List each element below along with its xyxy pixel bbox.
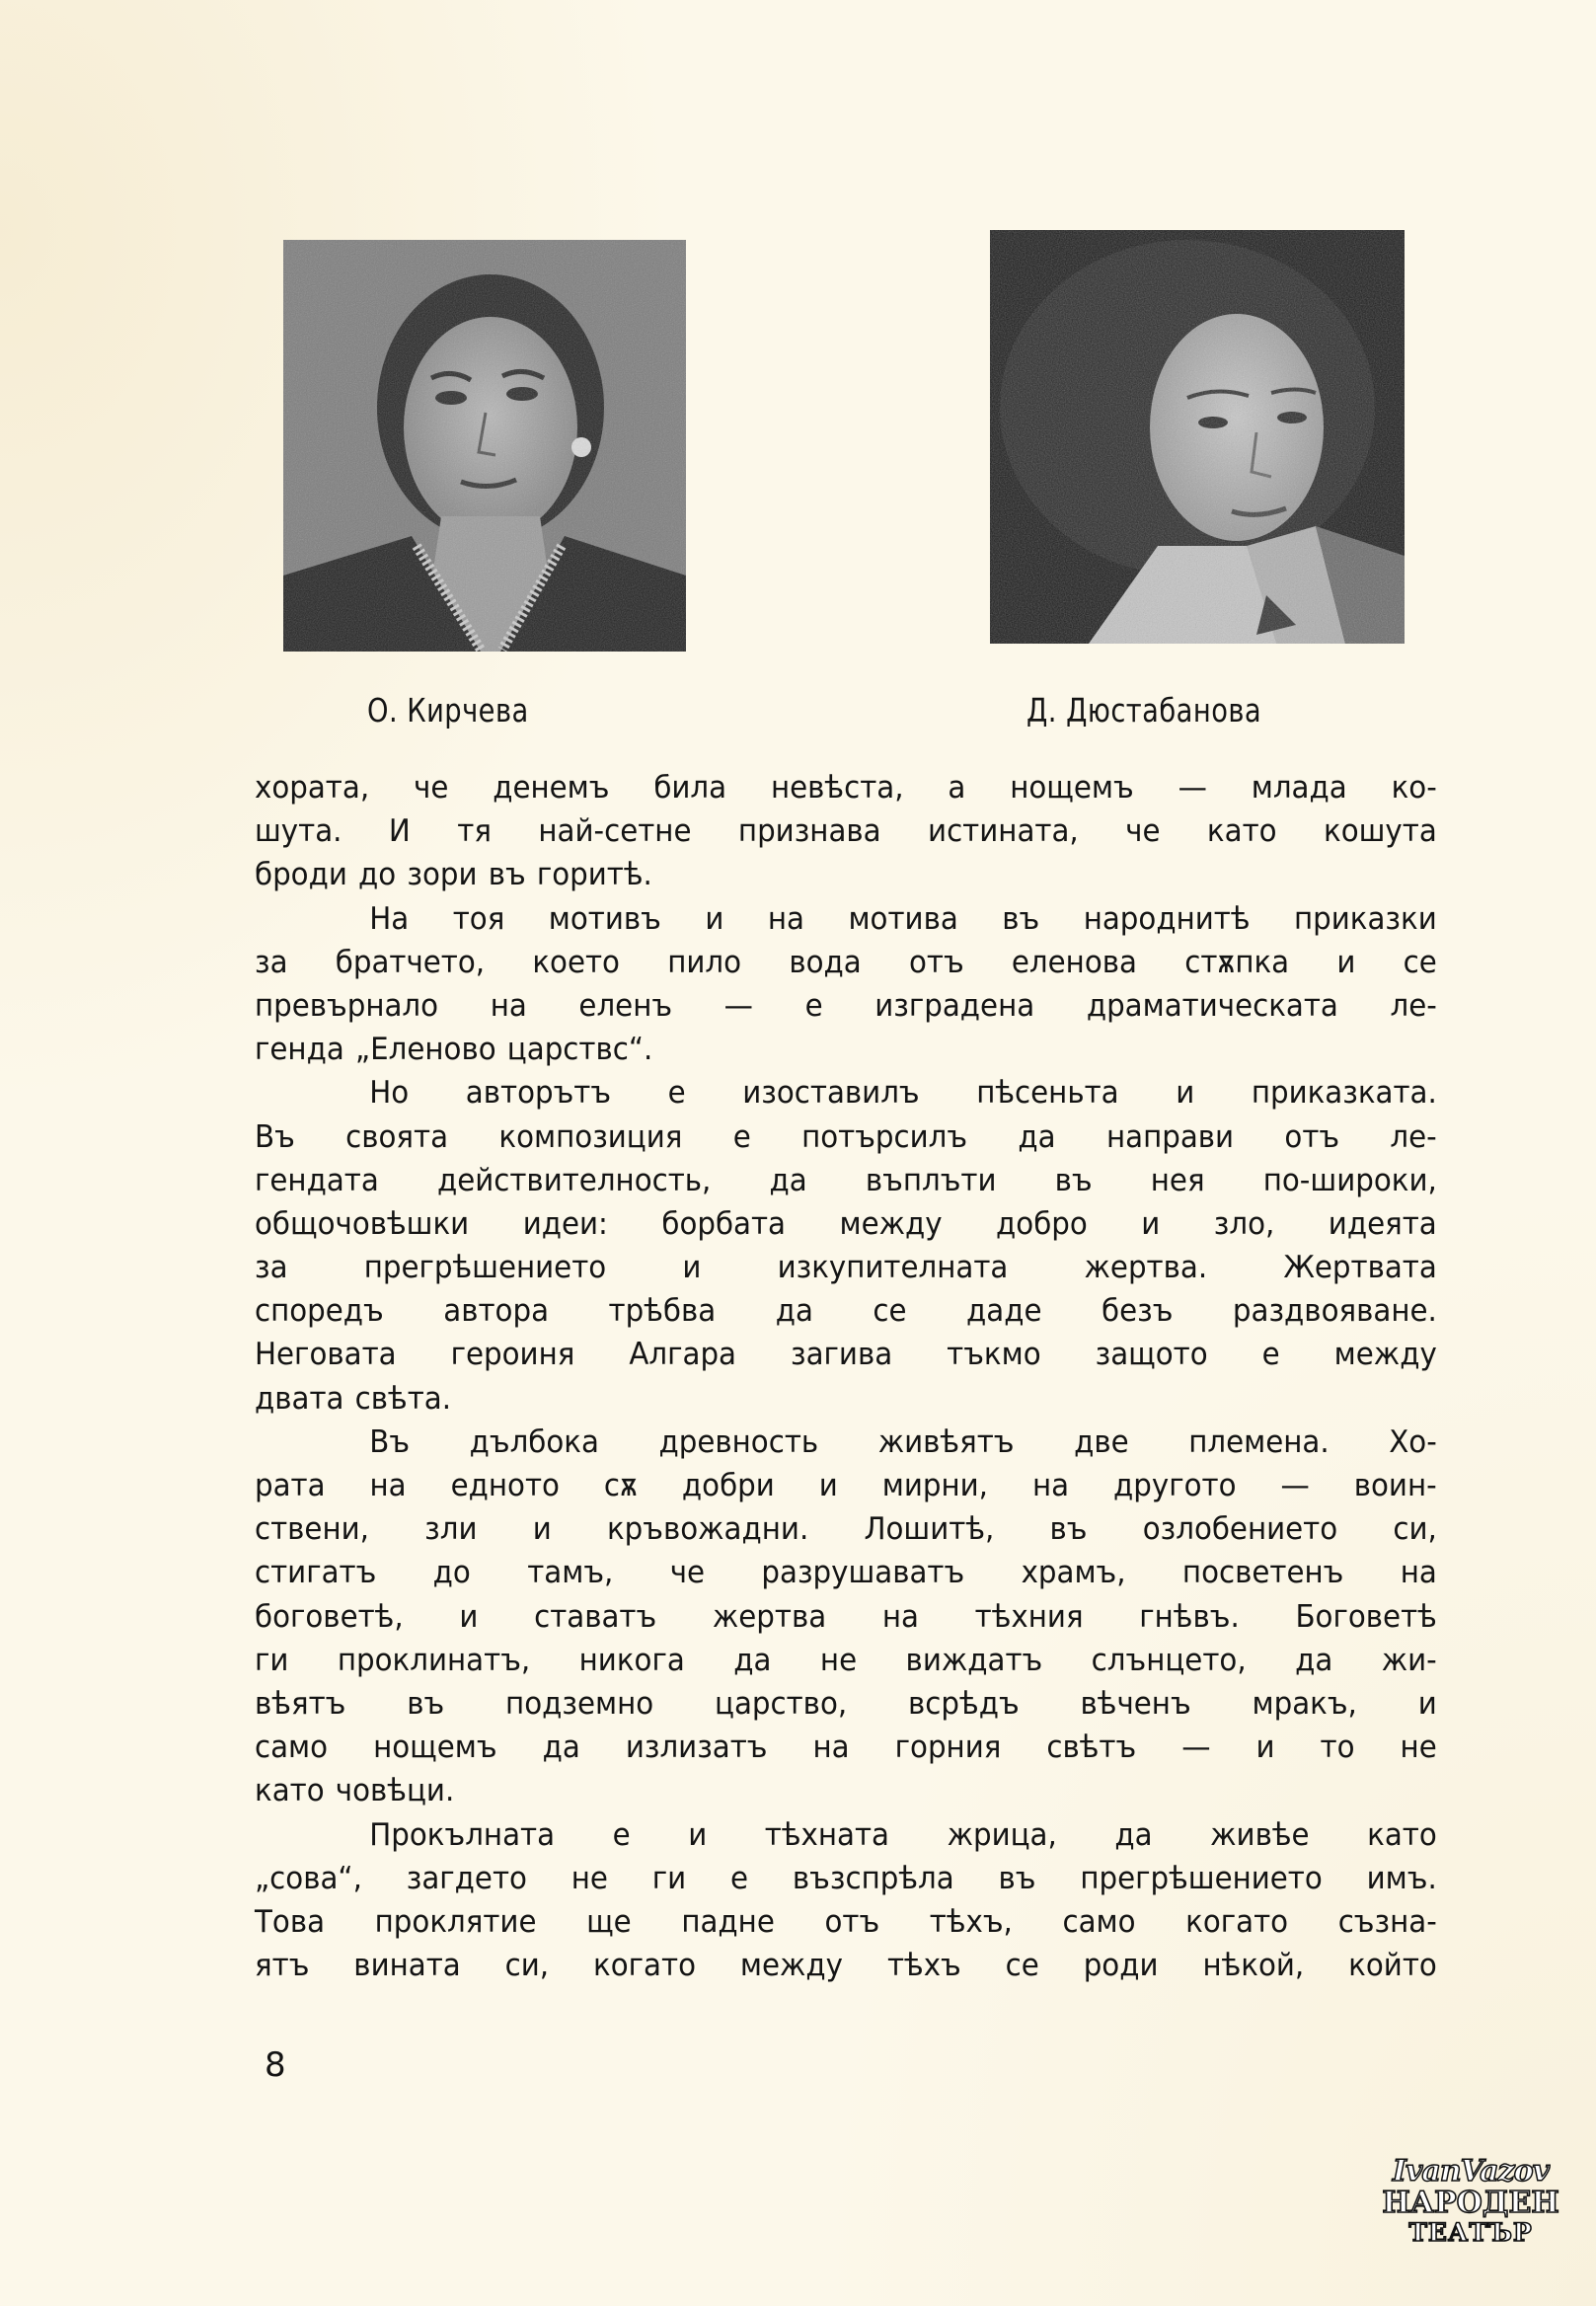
page-number: 8 xyxy=(265,2045,286,2085)
text-line: На тоя мотивъ и на мотива въ народнитѣ приказки xyxy=(369,900,1437,937)
text-line: броди до зори въ горитѣ. xyxy=(255,857,652,893)
text-line: Неговата героиня Алгара загива тъкмо защото е между xyxy=(255,1337,1437,1373)
paragraph xyxy=(255,1421,1437,1813)
text-line: ствени, зли и кръвожадни. Лошитѣ, въ озлобението си, xyxy=(255,1511,1437,1548)
body-text xyxy=(255,766,1437,1987)
text-line: Но авторътъ е изоставилъ пѣсеньта и приказката. xyxy=(369,1075,1437,1112)
text-line: боговетѣ, и ставатъ жертва на тѣхния гнѣвъ. Боговетѣ xyxy=(255,1598,1437,1635)
text-line: споредъ автора трѣбва да се даде безъ раздвояване. xyxy=(255,1293,1437,1330)
text-line: генда „Еленово царствс“. xyxy=(255,1032,653,1068)
text-line: общочовѣшки идеи: борбата между добро и зло, идеята xyxy=(255,1205,1437,1242)
paragraph xyxy=(255,897,1437,1072)
portrait-photo-dyustabanova xyxy=(990,230,1405,644)
text-line: двата свѣта. xyxy=(255,1380,452,1417)
paragraph xyxy=(255,1071,1437,1421)
national-theatre-logo xyxy=(1377,2155,1564,2264)
portrait-image xyxy=(990,230,1405,644)
logo-signature: IvanVazov xyxy=(1392,2154,1550,2189)
text-line: Това проклятие ще падне отъ тѣхъ, само когато съзна- xyxy=(255,1903,1437,1940)
text-line: „сова“, загдето не ги е възспрѣла въ прегрѣшението имъ. xyxy=(255,1860,1437,1896)
text-line: ятъ вината си, когато между тѣхъ се роди нѣкой, който xyxy=(255,1948,1437,1984)
text-line: само нощемъ да излизатъ на горния свѣтъ — и то не xyxy=(255,1730,1437,1766)
logo-text-line2: ТЕАТЪР xyxy=(1408,2218,1533,2247)
paragraph xyxy=(255,1813,1437,1988)
text-line: вѣятъ въ подземно царство, всрѣдъ вѣченъ мракъ, и xyxy=(255,1685,1437,1722)
portrait-photo-kircheva xyxy=(283,240,686,652)
text-line: шута. И тя най-сетне признава истината, че като кошута xyxy=(255,813,1437,850)
text-line: Прокълната е и тѣхната жрица, да живѣе като xyxy=(369,1816,1437,1853)
photo-caption: О. Кирчева xyxy=(367,691,529,730)
text-line: Въ своята композиция е потърсилъ да направи отъ ле- xyxy=(255,1118,1437,1155)
logo-text-line1: НАРОДЕН xyxy=(1382,2186,1559,2220)
text-line: хората, че денемъ била невѣста, а нощемъ — млада ко- xyxy=(255,770,1437,806)
text-line: за братчето, което пило вода отъ еленова стѫпка и се xyxy=(255,944,1437,980)
text-line: стигатъ до тамъ, че разрушаватъ храмъ, посветенъ на xyxy=(255,1555,1437,1591)
text-line: ги проклинатъ, никога да не виждатъ слънцето, да жи- xyxy=(255,1642,1437,1678)
photo-caption: Д. Дюстабанова xyxy=(1026,691,1262,730)
text-line: като човѣци. xyxy=(255,1773,455,1809)
portrait-image xyxy=(283,240,686,652)
text-line: гендата действителность, да въплъти въ нея по-широки, xyxy=(255,1162,1437,1198)
text-line: превърнало на еленъ — е изградена драматическата ле- xyxy=(255,987,1437,1024)
text-line: Въ дълбока древность живѣятъ две племена. Хо- xyxy=(369,1423,1437,1460)
text-line: за прегрѣшението и изкупителната жертва. Жертвата xyxy=(255,1250,1437,1286)
text-line: рата на едното сѫ добри и мирни, на другото — воин- xyxy=(255,1468,1437,1503)
paragraph xyxy=(255,766,1437,897)
